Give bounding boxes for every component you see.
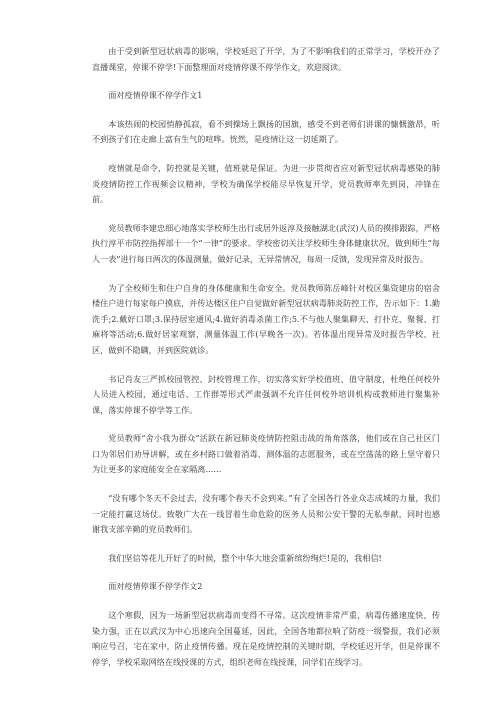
essay-paragraph: 疫情就是命令，防控就是关键，值班就是保证。为进一步贯彻省应对新型冠状病毒感染的肺炎疫情防控工作视频会议精神，学校为确保学校能尽早恢复开学，党员教师率先到岗，冲锋在前。 <box>92 162 440 205</box>
essay-2-heading: 面对疫情停课不停学作文2 <box>108 581 203 592</box>
essay-paragraph: 党员教师李建忠细心地落实学校师生出行或居外返淳及接触湖北(武汉)人员的摸排跟踪，严格执行淳平市防控指挥部十一个“一律”的要求。学校密切关注学校师生身体健康状况，做到师生“每人一表”进行每日两次的体温测量，做好记录，无异常情况，每周一反馈，发现异常及时报告。 <box>92 222 440 264</box>
essay-paragraph: 这个寒假，因为一场新型冠状病毒而变得不寻常。这次疫情非常严重，病毒传播速度快，传染力强，正在以武汉为中心迅速向全国蔓延，因此，全国各地都拉响了防疫一级警报，我们必须响应号召，宅在家中，防止疫情传播。现在是疫情控制的关键时期，学校延迟开学，但是停课不停学，学校采取网络在线授课的方式，组织老师在线授课，同学们在线学习。 <box>92 610 440 667</box>
essay-paragraph: 本该热闹的校园悄静孤寂，看不到操场上飘扬的国旗，感受不到老师们讲课的慷慨激昂，听不到孩子们在走廊上富有生气的喧哗。恍然，是疫情让这一切延期了。 <box>92 118 440 145</box>
essay-paragraph: “没有哪个冬天不会过去，没有哪个春天不会到来。”有了全国各行各业众志成城的力量，我们一定能打赢这场仗。致敬广大在一线冒着生命危险的医务人员和公安干警的无私奉献，同时也感谢我支部辛勤的党员教师们。 <box>92 493 440 535</box>
essay-paragraph: 书记肖友三严抓校园管控、封校管理工作，切实落实好学校值班、值守制度，杜绝任何校外人员进入校园，通过电话、工作群等形式严肃强调不允许任何校外培训机构或教师进行聚集补课，落实停课不停学等工作。 <box>92 373 440 415</box>
essay-paragraph: 我们坚信等花儿开好了的时候，整个中华大地会重新缤纷绚烂!是的，我相信! <box>108 552 382 563</box>
essay-paragraph: 党员教师“舍小我为群众”活跃在新冠肺炎疫情防控阻击战的角角落落，他们或在自己社区门口为邻居们劝导讲解，或在乡村路口做着消毒、测体温的志愿服务，或在空荡荡的路上坚守着只为让更多的家庭能安全在家隔离…… <box>92 433 440 475</box>
essay-paragraph: 为了全校师生和住户自身的身体健康和生命安全。党员教师陈岳峰针对校区集资建房的宿舍楼住户进行每家每户摸底，并传达楼区住户自觉做好新型冠状病毒肺炎防控工作，告示如下：1.勤洗手;2.戴好口罩;3.保持居室通风;4.做好消毒杀菌工作;5.不与他人聚集聊天、打扑克、聚餐、打麻将等活动;6.做好居家观察，测量体温工作(早晚各一次)。若体温出现异常及时报告学校、社区，做到不隐瞒，并到医院就诊。 <box>92 282 440 355</box>
intro-paragraph: 由于受到新型冠状病毒的影响，学校延迟了开学，为了不影响我们的正常学习，学校开办了直播课堂，停课不停学!下面整理面对疫情停课不停学作文，欢迎阅读。 <box>92 46 440 72</box>
essay-1-heading: 面对疫情停课不停学作文1 <box>108 90 203 101</box>
